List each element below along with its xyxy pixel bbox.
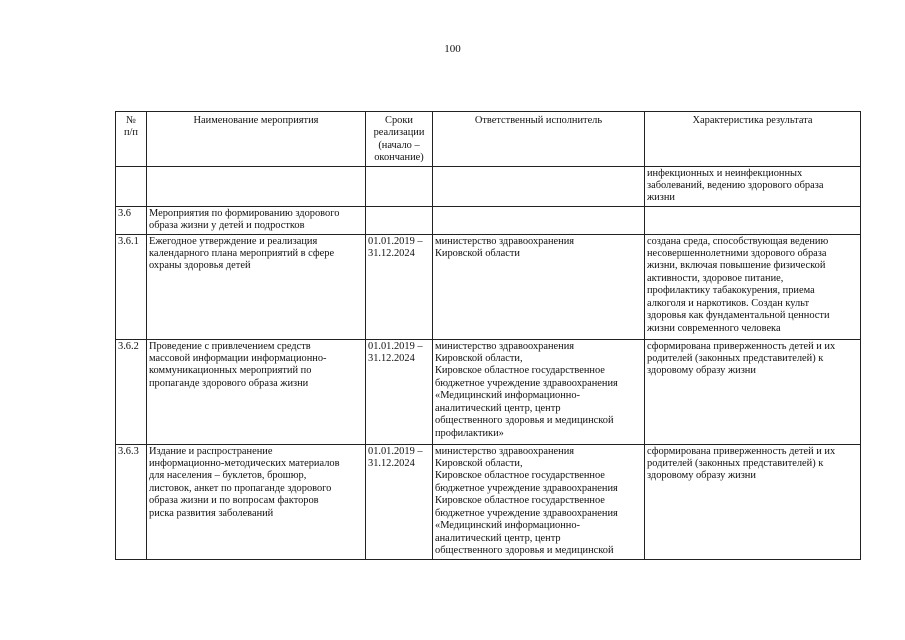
table-row <box>116 444 861 559</box>
cell-name: Мероприятия по формированию здорового образа жизни у детей и подростков <box>147 206 366 234</box>
table-row <box>116 339 861 444</box>
cell-name: Проведение с привлечением средств массовой информации информационно- коммуникационных мероприятий по пропаганде здорового образа жизни <box>147 339 366 444</box>
cell-num: 3.6.1 <box>116 234 147 339</box>
header-executor: Ответственный исполнитель <box>433 112 645 167</box>
header-period: Сроки реализации (начало – окончание) <box>366 112 433 167</box>
table-row <box>116 206 861 234</box>
header-num: № п/п <box>116 112 147 167</box>
cell-result: сформирована приверженность детей и их родителей (законных представителей) к здоровому образу жизни <box>645 339 861 444</box>
cell-name: Ежегодное утверждение и реализация календарного плана мероприятий в сфере охраны здоровья детей <box>147 234 366 339</box>
cell-result: создана среда, способствующая ведению несовершеннолетними здорового образа жизни, включая повышение физической активности, здоровое питание, профилактику табакокурения, приема алкоголя и наркотиков. Создан культ здоровья как фундаментальной ценности жизни современного человека <box>645 234 861 339</box>
header-result: Характеристика результата <box>645 112 861 167</box>
cell-executor <box>433 166 645 206</box>
cell-executor: министерство здравоохранения Кировской области, Кировское областное государственное бюджетное учреждение здравоохранения Кировское областное государственное бюджетное учреждение здравоохранения «Медицинский информационно- аналитический центр, центр общественного здоровья и медицинской <box>433 444 645 559</box>
cell-executor: министерство здравоохранения Кировской области <box>433 234 645 339</box>
cell-result: сформирована приверженность детей и их родителей (законных представителей) к здоровому образу жизни <box>645 444 861 559</box>
header-name: Наименование мероприятия <box>147 112 366 167</box>
cell-result <box>645 206 861 234</box>
activities-table <box>115 111 861 560</box>
cell-num: 3.6.2 <box>116 339 147 444</box>
table-header-row <box>116 112 861 167</box>
cell-name <box>147 166 366 206</box>
page-number: 100 <box>444 43 461 55</box>
cell-num: 3.6 <box>116 206 147 234</box>
cell-period <box>366 206 433 234</box>
cell-period <box>366 166 433 206</box>
cell-executor: министерство здравоохранения Кировской области, Кировское областное государственное бюджетное учреждение здравоохранения «Медицинский информационно- аналитический центр, центр общественного здоровья и медицинской профилактики» <box>433 339 645 444</box>
cell-period: 01.01.2019 – 31.12.2024 <box>366 444 433 559</box>
cell-name: Издание и распространение информационно-методических материалов для населения – буклетов, брошюр, листовок, анкет по пропаганде здорового образа жизни и по вопросам факторов риска развития заболеваний <box>147 444 366 559</box>
cell-num <box>116 166 147 206</box>
table-row <box>116 166 861 206</box>
table-row <box>116 234 861 339</box>
cell-num: 3.6.3 <box>116 444 147 559</box>
cell-result: инфекционных и неинфекционных заболеваний, ведению здорового образа жизни <box>645 166 861 206</box>
cell-period: 01.01.2019 – 31.12.2024 <box>366 339 433 444</box>
cell-period: 01.01.2019 – 31.12.2024 <box>366 234 433 339</box>
cell-executor <box>433 206 645 234</box>
